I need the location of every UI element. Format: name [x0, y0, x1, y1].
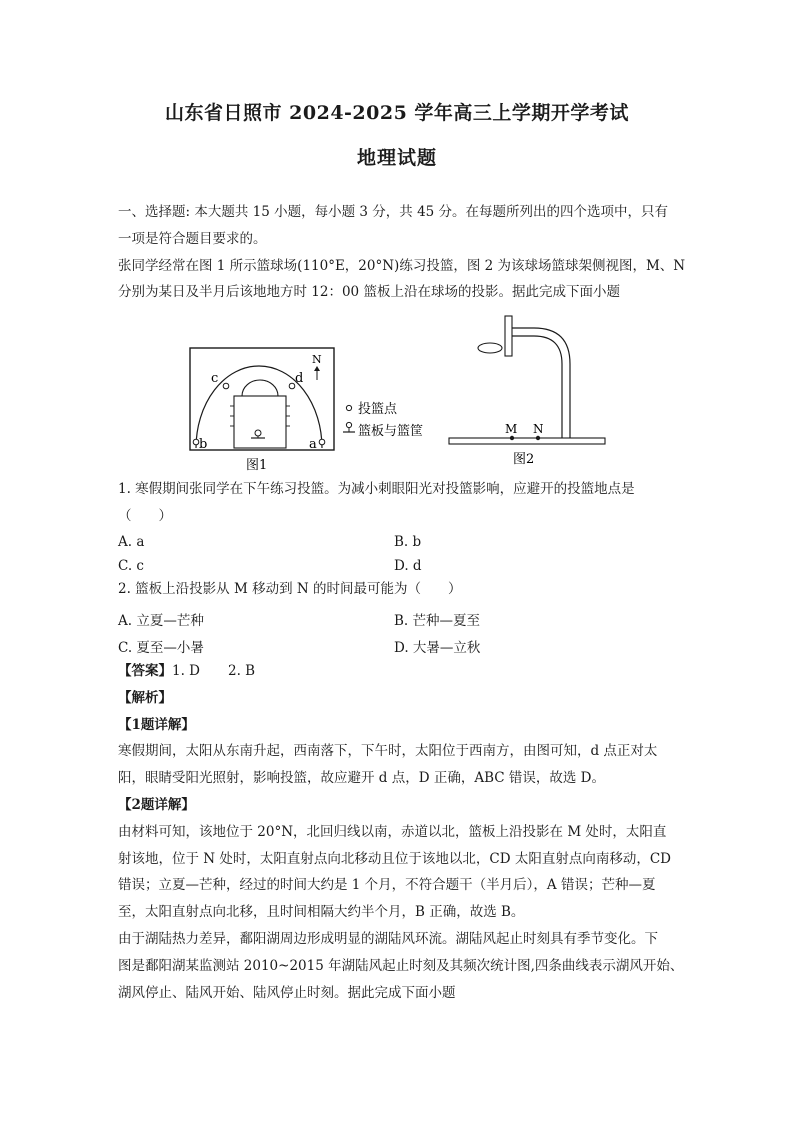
- label-n: N: [533, 422, 544, 436]
- north-label: N: [312, 353, 322, 366]
- material-line: 分别为某日及半月后该地地方时 12：00 篮板上沿在球场的投影。据此完成下面小题: [118, 284, 620, 301]
- label-c: c: [211, 371, 219, 386]
- label-m: M: [505, 422, 518, 436]
- figure1-caption: 图1: [246, 458, 268, 473]
- figure2-side-view: [449, 316, 605, 467]
- section-instruction-line: 一、选择题: 本大题共 15 小题，每小题 3 分，共 45 分。在每题所列出的四个选项中，只有: [118, 204, 669, 220]
- point-m: [510, 436, 514, 440]
- question-2: [118, 576, 678, 603]
- hoop-icon: [343, 422, 355, 432]
- analysis-label: 【解析】: [118, 689, 172, 706]
- legend-hoop: 篮板与篮筐: [358, 424, 424, 439]
- section-instruction-line: 一项是符合题目要求的。: [118, 230, 267, 247]
- q1-option-a[interactable]: A. a: [118, 534, 145, 550]
- question-1-blank: （ ）: [118, 507, 172, 524]
- detail1-line: 寒假期间，太阳从东南升起，西南落下，下午时，太阳位于西南方，由图可知，d 点正对太: [118, 743, 658, 760]
- label-b: b: [199, 437, 208, 452]
- question-2-stem: 2. 篮板上沿投影从 M 移动到 N 的时间最可能为（ ）: [118, 581, 462, 597]
- answer-section: [118, 658, 684, 1006]
- shot-point-c: [223, 383, 229, 389]
- figure2-caption: 图2: [513, 452, 535, 467]
- material2-line: 由于湖陆热力差异，鄱阳湖周边形成明显的湖陆风环流。湖陆风起止时刻具有季节变化。下: [118, 930, 658, 947]
- q1-option-c[interactable]: C. c: [118, 558, 144, 574]
- q2-option-a[interactable]: A. 立夏—芒种: [118, 613, 204, 629]
- shot-point-d: [289, 383, 295, 389]
- figure-svg: [0, 310, 794, 475]
- figure1-legend: [343, 401, 423, 439]
- shot-point-a: [319, 439, 325, 445]
- answer-2: 2. B: [228, 663, 256, 679]
- detail2-line: 由材料可知，该地位于 20°N，北回归线以南，赤道以北，篮板上沿投影在 M 处时，太阳直: [118, 823, 667, 840]
- intro-block: [118, 199, 686, 306]
- question-2-options: [118, 609, 678, 663]
- detail2-line: 射该地，位于 N 处时，太阳直射点向北移动且位于该地以北，CD 太阳直射点向南移动，CD: [118, 850, 671, 867]
- legend-shot-point: 投篮点: [358, 402, 398, 417]
- q2-option-d[interactable]: D. 大暑—立秋: [394, 640, 481, 656]
- figures-area: [0, 310, 794, 475]
- q1-option-d[interactable]: D. d: [394, 558, 422, 574]
- material2-line: 图是鄱阳湖某监测站 2010~2015 年湖陆风起止时刻及其频次统计图,四条曲线表示湖风开始、: [118, 957, 684, 974]
- material-line: 张同学经常在图 1 所示篮球场(110°E，20°N)练习投篮，图 2 为该球场篮球架侧视图，M、N: [118, 257, 686, 274]
- question-1-stem: 1. 寒假期间张同学在下午练习投篮。为减小刺眼阳光对投篮影响，应避开的投篮地点是: [118, 481, 635, 497]
- material2-line: 湖风停止、陆风开始、陆风停止时刻。据此完成下面小题: [118, 984, 456, 1001]
- detail2-line: 至，太阳直射点向北移，且时间相隔大约半个月，B 正确，故选 B。: [118, 904, 525, 921]
- detail2-heading: 【2题详解】: [118, 796, 195, 813]
- page-subtitle: 地理试题: [356, 147, 437, 169]
- answer-1: 1. D: [172, 663, 200, 679]
- answer-line: [118, 658, 678, 685]
- detail2-line: 错误；立夏—芒种，经过的时间大约是 1 个月，不符合题干（半月后），A 错误；芒种—夏: [118, 877, 656, 894]
- q2-option-b[interactable]: B. 芒种—夏至: [394, 613, 481, 629]
- page-title: 山东省日照市 2024-2025 学年高三上学期开学考试: [165, 102, 629, 124]
- label-a: a: [309, 437, 317, 452]
- shot-point-b: [193, 439, 199, 445]
- question-1: [118, 476, 678, 530]
- detail1-heading: 【1题详解】: [118, 716, 195, 733]
- shot-point-icon: [346, 405, 351, 410]
- point-n: [536, 436, 540, 440]
- q2-option-c[interactable]: C. 夏至—小暑: [118, 640, 204, 656]
- label-d: d: [295, 371, 304, 386]
- figure1-court: [190, 348, 334, 473]
- answer-label: 【答案】: [118, 663, 172, 679]
- detail1-line: 阳，眼睛受阳光照射，影响投篮，故应避开 d 点，D 正确，ABC 错误，故选 D。: [118, 770, 605, 787]
- question-1-options: [118, 534, 678, 582]
- q1-option-b[interactable]: B. b: [394, 534, 422, 550]
